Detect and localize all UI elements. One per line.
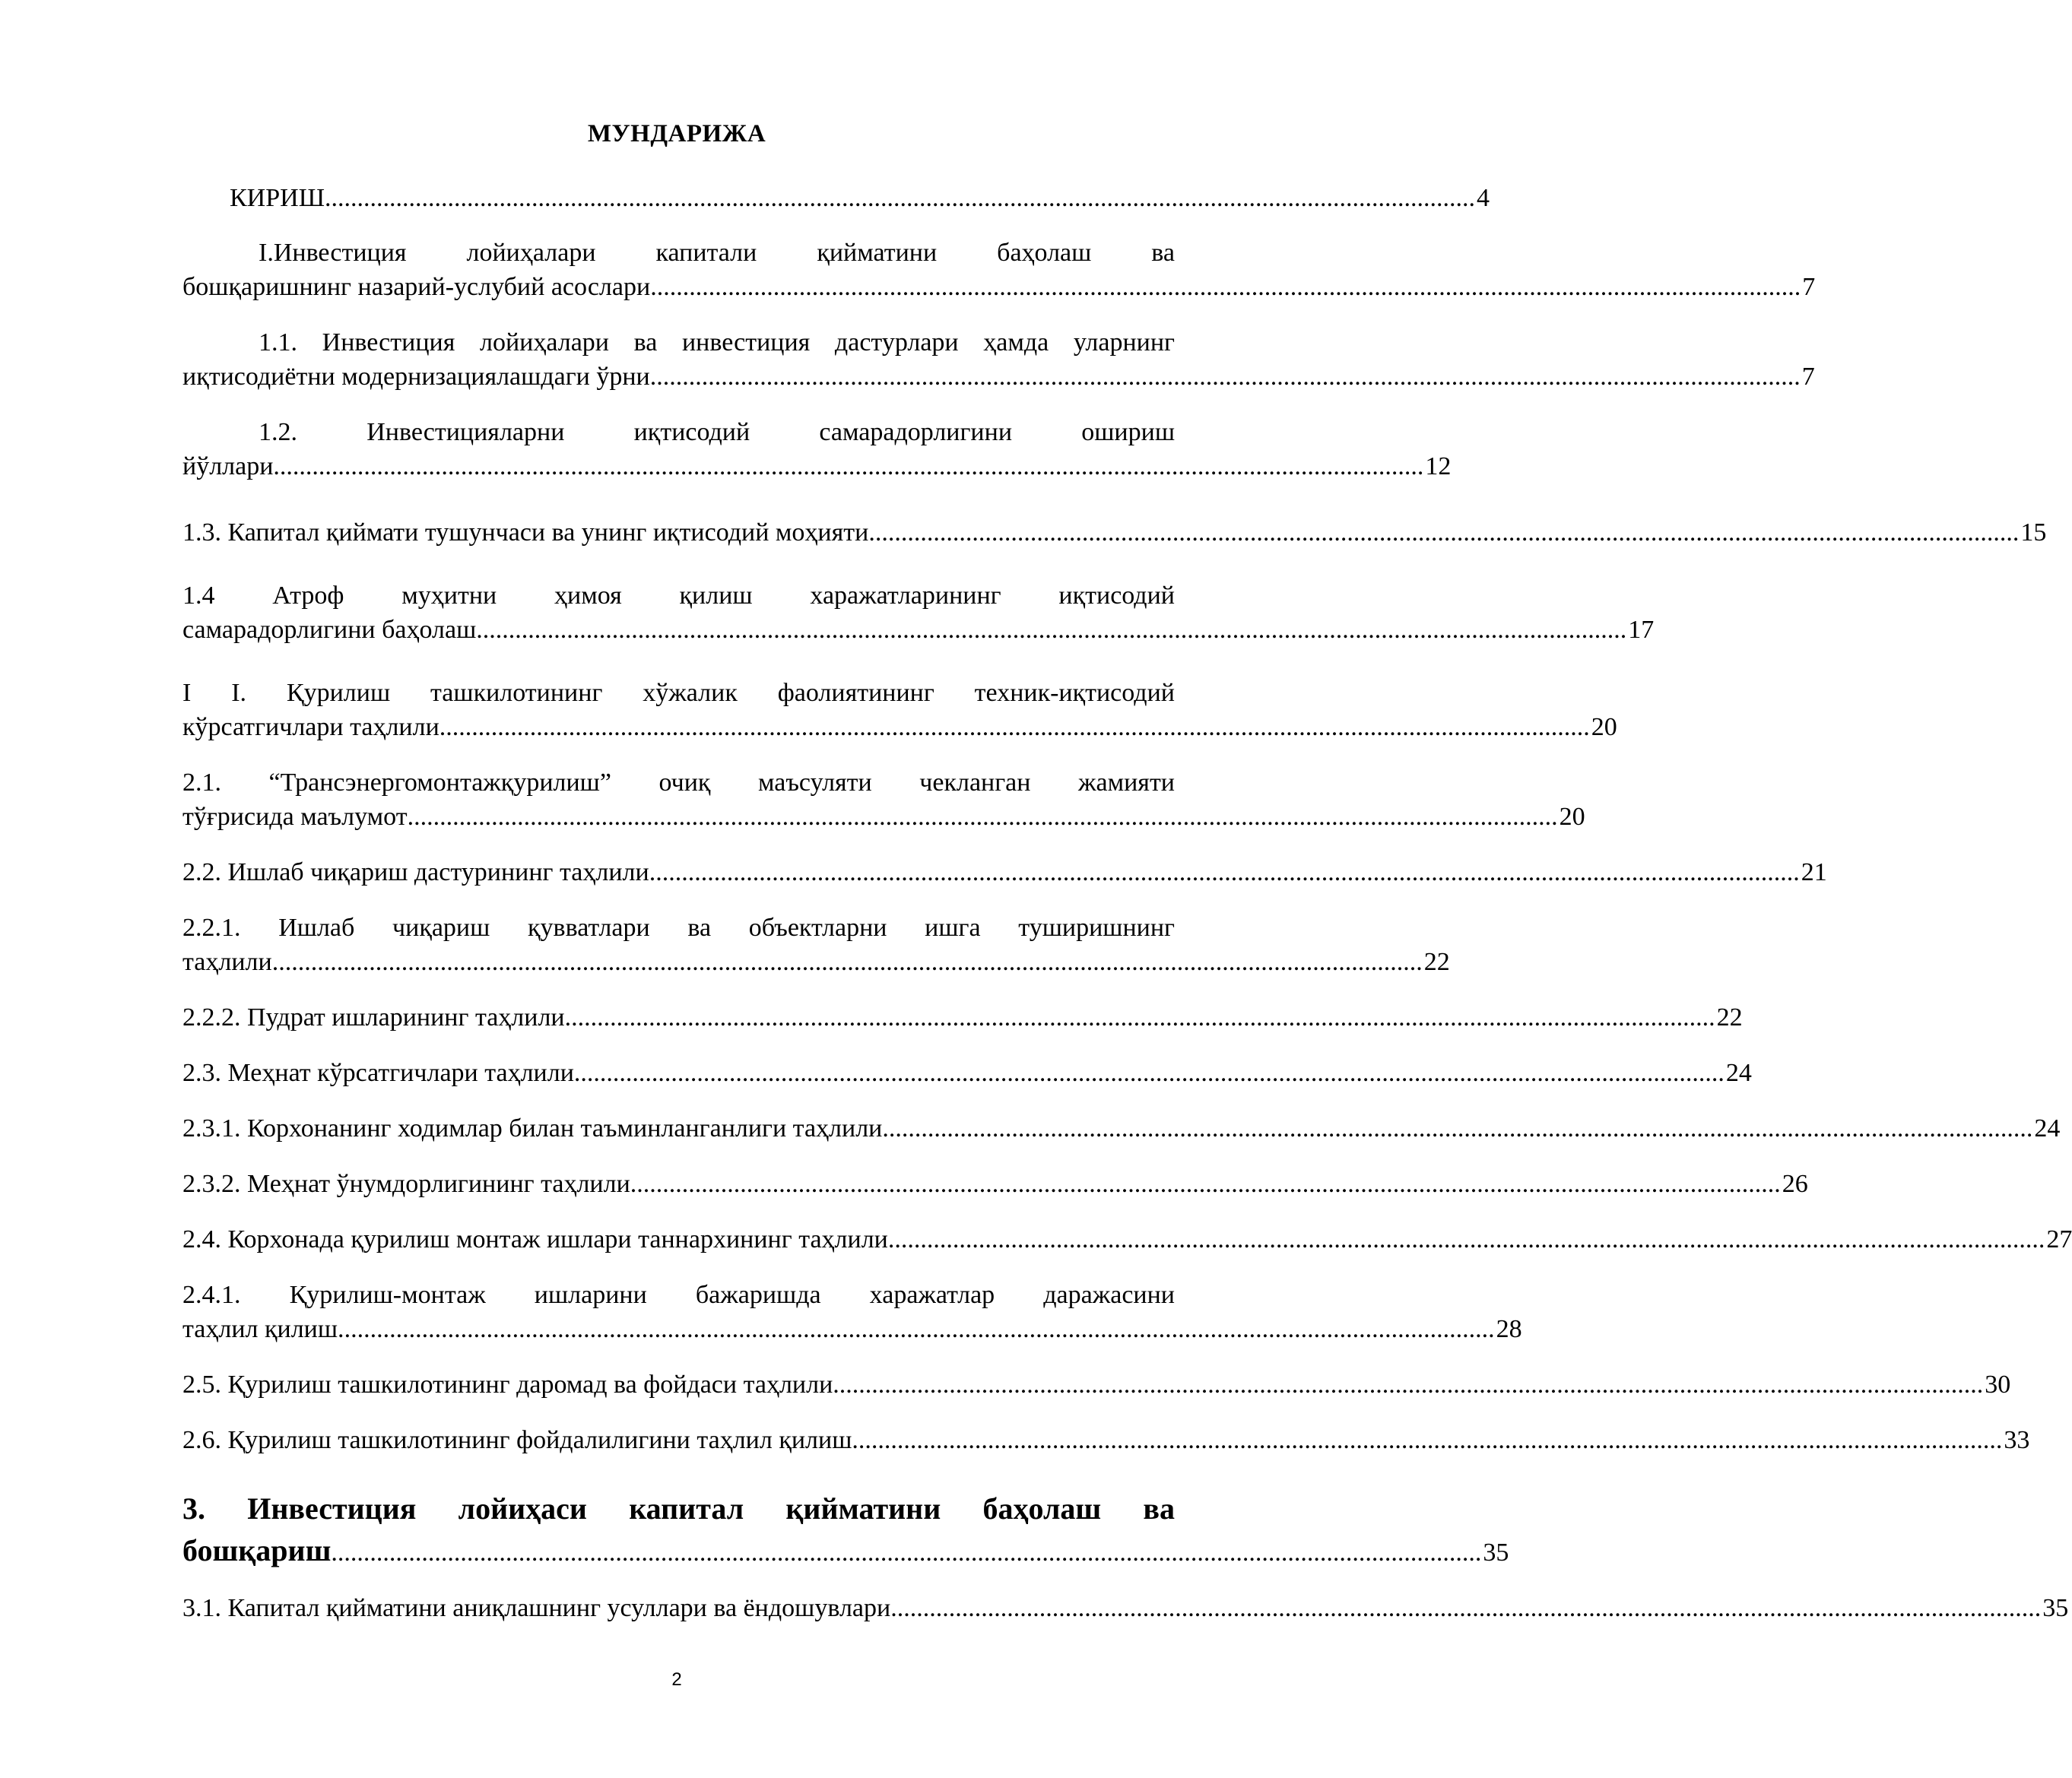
toc-entry-text: 2.4.1. Қурилиш-монтаж ишларини бажаришда харажатлар даражасини bbox=[182, 1281, 1175, 1309]
toc-entry-1-4[interactable] bbox=[182, 578, 1655, 647]
toc-entry-2-2-2[interactable] bbox=[182, 1000, 1743, 1035]
toc-leader-dots: .................................................................................................................................................................................. bbox=[650, 273, 1801, 301]
toc-entry-text: 2.6. Қурилиш ташкилотининг фойдалилигини таҳлил қилиш bbox=[182, 1426, 852, 1454]
toc-entry-page: 21 bbox=[1801, 858, 1827, 886]
toc-leader-dots: .................................................................................................................................................................................. bbox=[649, 363, 1801, 391]
toc-leader-dots: .................................................................................................................................................................................. bbox=[833, 1371, 1984, 1399]
toc-entry-2-1[interactable] bbox=[182, 765, 1585, 834]
toc-entry-text: І.Инвестиция лойиҳалари капитали қийматини баҳолаш ва bbox=[259, 239, 1175, 267]
toc-entry-text: 2.3.1. Корхонанинг ходимлар билан таъминланганлиги таҳлили bbox=[182, 1114, 883, 1143]
toc-leader-dots: .................................................................................................................................................................................. bbox=[868, 518, 2020, 547]
toc-leader-dots: .................................................................................................................................................................................. bbox=[344, 1315, 1495, 1343]
toc-entry-page: 26 bbox=[1782, 1170, 1808, 1198]
toc-entry-text: 3.1. Капитал қийматини аниқлашнинг усуллари ва ёндошувлари bbox=[182, 1594, 891, 1622]
toc-entry-1-1[interactable] bbox=[182, 325, 1815, 394]
toc-leader-dots: .................................................................................................................................................................................. bbox=[407, 803, 1558, 831]
toc-entry-text-cont: таҳлили bbox=[182, 948, 272, 976]
toc-entry-text: 1.3. Капитал қиймати тушунчаси ва унинг иқтисодий моҳияти bbox=[182, 518, 869, 547]
toc-entry-page: 22 bbox=[1716, 1003, 1743, 1032]
toc-entry-page: 17 bbox=[1628, 616, 1655, 644]
toc-leader-dots: .................................................................................................................................................................................. bbox=[890, 1594, 2042, 1622]
page-number: 2 bbox=[671, 1669, 682, 1690]
toc-entry-page: 35 bbox=[2042, 1594, 2069, 1622]
toc-entry-2-6[interactable] bbox=[182, 1423, 2030, 1457]
toc-entry-page: 7 bbox=[1802, 273, 1816, 301]
toc-leader-dots: .................................................................................................................................................................................. bbox=[271, 948, 1423, 976]
toc-entry-text-cont: кўрсатгичлари таҳлили bbox=[182, 713, 439, 741]
toc-leader-dots: .................................................................................................................................................................................. bbox=[894, 1225, 2045, 1253]
toc-entry-text: 3. Инвестиция лойиҳаси капитал қийматини баҳолаш ва bbox=[182, 1491, 1175, 1526]
toc-entry-page: 27 bbox=[2046, 1225, 2072, 1253]
toc-entry-text-cont: тўғрисида маълумот bbox=[182, 803, 408, 831]
toc-entry-2-2[interactable] bbox=[182, 855, 1827, 889]
toc-leader-dots: .................................................................................................................................................................................. bbox=[439, 713, 1590, 741]
toc-entry-2-4-1[interactable] bbox=[182, 1278, 1522, 1346]
toc-entry-page: 12 bbox=[1425, 452, 1452, 480]
toc-entry-2-4[interactable] bbox=[182, 1222, 2072, 1257]
toc-entry-3-1[interactable] bbox=[182, 1591, 2069, 1625]
toc-entry-chapter-2[interactable] bbox=[182, 676, 1617, 744]
toc-entry-page: 22 bbox=[1423, 948, 1450, 976]
toc-entry-text: КИРИШ bbox=[230, 184, 325, 212]
toc-leader-dots: .................................................................................................................................................................................. bbox=[882, 1114, 2033, 1143]
toc-entry-2-5[interactable] bbox=[182, 1368, 2011, 1402]
toc-entry-page: 15 bbox=[2020, 518, 2047, 547]
toc-leader-dots: .................................................................................................................................................................................. bbox=[573, 1059, 1725, 1087]
toc-entry-text: 2.2.2. Пудрат ишларининг таҳлили bbox=[182, 1003, 565, 1032]
toc-title: МУНДАРИЖА bbox=[587, 120, 766, 147]
toc-entry-text-cont: таҳлил қилиш. bbox=[182, 1315, 344, 1343]
toc-entry-page: 24 bbox=[2034, 1114, 2061, 1143]
toc-entry-1-3[interactable] bbox=[182, 515, 2047, 550]
toc-entry-1-2[interactable] bbox=[182, 415, 1452, 483]
toc-entry-text: 2.5. Қурилиш ташкилотининг даромад ва фойдаси таҳлили bbox=[182, 1371, 833, 1399]
toc-entry-text-cont: бошқариш bbox=[182, 1533, 332, 1567]
toc-entry-page: 30 bbox=[1985, 1371, 2011, 1399]
toc-entry-page: 4 bbox=[1477, 184, 1490, 212]
toc-entry-text: 1.2. Инвестицияларни иқтисодий самарадорлигини ошириш bbox=[259, 418, 1175, 446]
toc-entry-text: 2.4. Корхонада қурилиш монтаж ишлари таннархининг таҳлили. bbox=[182, 1225, 895, 1253]
toc-leader-dots: .................................................................................................................................................................................. bbox=[649, 858, 1800, 886]
toc-entry-chapter-3[interactable] bbox=[182, 1488, 1509, 1571]
toc-entry-2-3-1[interactable] bbox=[182, 1111, 2061, 1146]
toc-entry-page: 7 bbox=[1801, 363, 1815, 391]
toc-entry-text: І І. Қурилиш ташкилотининг хўжалик фаолиятининг техник-иқтисодий bbox=[182, 679, 1175, 707]
toc-entry-text: 2.2. Ишлаб чиқариш дастурининг таҳлили bbox=[182, 858, 649, 886]
toc-leader-dots: .................................................................................................................................................................................. bbox=[564, 1003, 1715, 1032]
toc-leader-dots: .................................................................................................................................................................................. bbox=[476, 616, 1627, 644]
toc-entry-text-cont: иқтисодиётни модернизациялашдаги ўрни bbox=[182, 363, 650, 391]
toc-leader-dots: .................................................................................................................................................................................. bbox=[273, 452, 1424, 480]
toc-entry-text-cont: бошқаришнинг назарий-услубий асослари bbox=[182, 273, 651, 301]
toc-leader-dots: .................................................................................................................................................................................. bbox=[630, 1170, 1781, 1198]
toc-entry-page: 33 bbox=[2004, 1426, 2030, 1454]
toc-leader-dots: .................................................................................................................................................................................. bbox=[852, 1426, 2003, 1454]
toc-entry-text-cont: йўллари bbox=[182, 452, 274, 480]
toc-entry-introduction[interactable] bbox=[182, 181, 1490, 215]
toc-entry-page: 20 bbox=[1559, 803, 1585, 831]
toc-entry-page: 24 bbox=[1725, 1059, 1752, 1087]
toc-entry-text-cont: самарадорлигини баҳолаш bbox=[182, 616, 477, 644]
toc-entry-page: 35 bbox=[1483, 1539, 1509, 1567]
toc-entry-text: 2.2.1. Ишлаб чиқариш қувватлари ва объектларни ишга туширишнинг bbox=[182, 914, 1175, 942]
toc-entry-text: 2.3. Меҳнат кўрсатгичлари таҳлили bbox=[182, 1059, 574, 1087]
toc-entry-text: 2.3.2. Меҳнат ўнумдорлигининг таҳлили bbox=[182, 1170, 630, 1198]
toc-leader-dots: .................................................................................................................................................................................. bbox=[325, 184, 1475, 212]
toc-entry-page: 20 bbox=[1591, 713, 1617, 741]
toc-entry-2-3-2[interactable] bbox=[182, 1167, 1808, 1201]
toc-entry-chapter-1[interactable] bbox=[182, 236, 1816, 304]
toc-entry-text: 1.4 Атроф муҳитни ҳимоя қилиш харажатларининг иқтисодий bbox=[182, 582, 1175, 610]
toc-entry-2-2-1[interactable] bbox=[182, 911, 1450, 979]
toc-leader-dots: .................................................................................................................................................................................. bbox=[331, 1539, 1482, 1567]
toc-entry-text: 2.1. “Трансэнергомонтажқурилиш” очиқ маъсуляти чекланган жамияти bbox=[182, 769, 1175, 797]
toc-entry-text: 1.1. Инвестиция лойиҳалари ва инвестиция дастурлари ҳамда уларнинг bbox=[259, 328, 1175, 357]
toc-entry-2-3[interactable] bbox=[182, 1056, 1752, 1090]
toc-entry-page: 28 bbox=[1496, 1315, 1522, 1343]
